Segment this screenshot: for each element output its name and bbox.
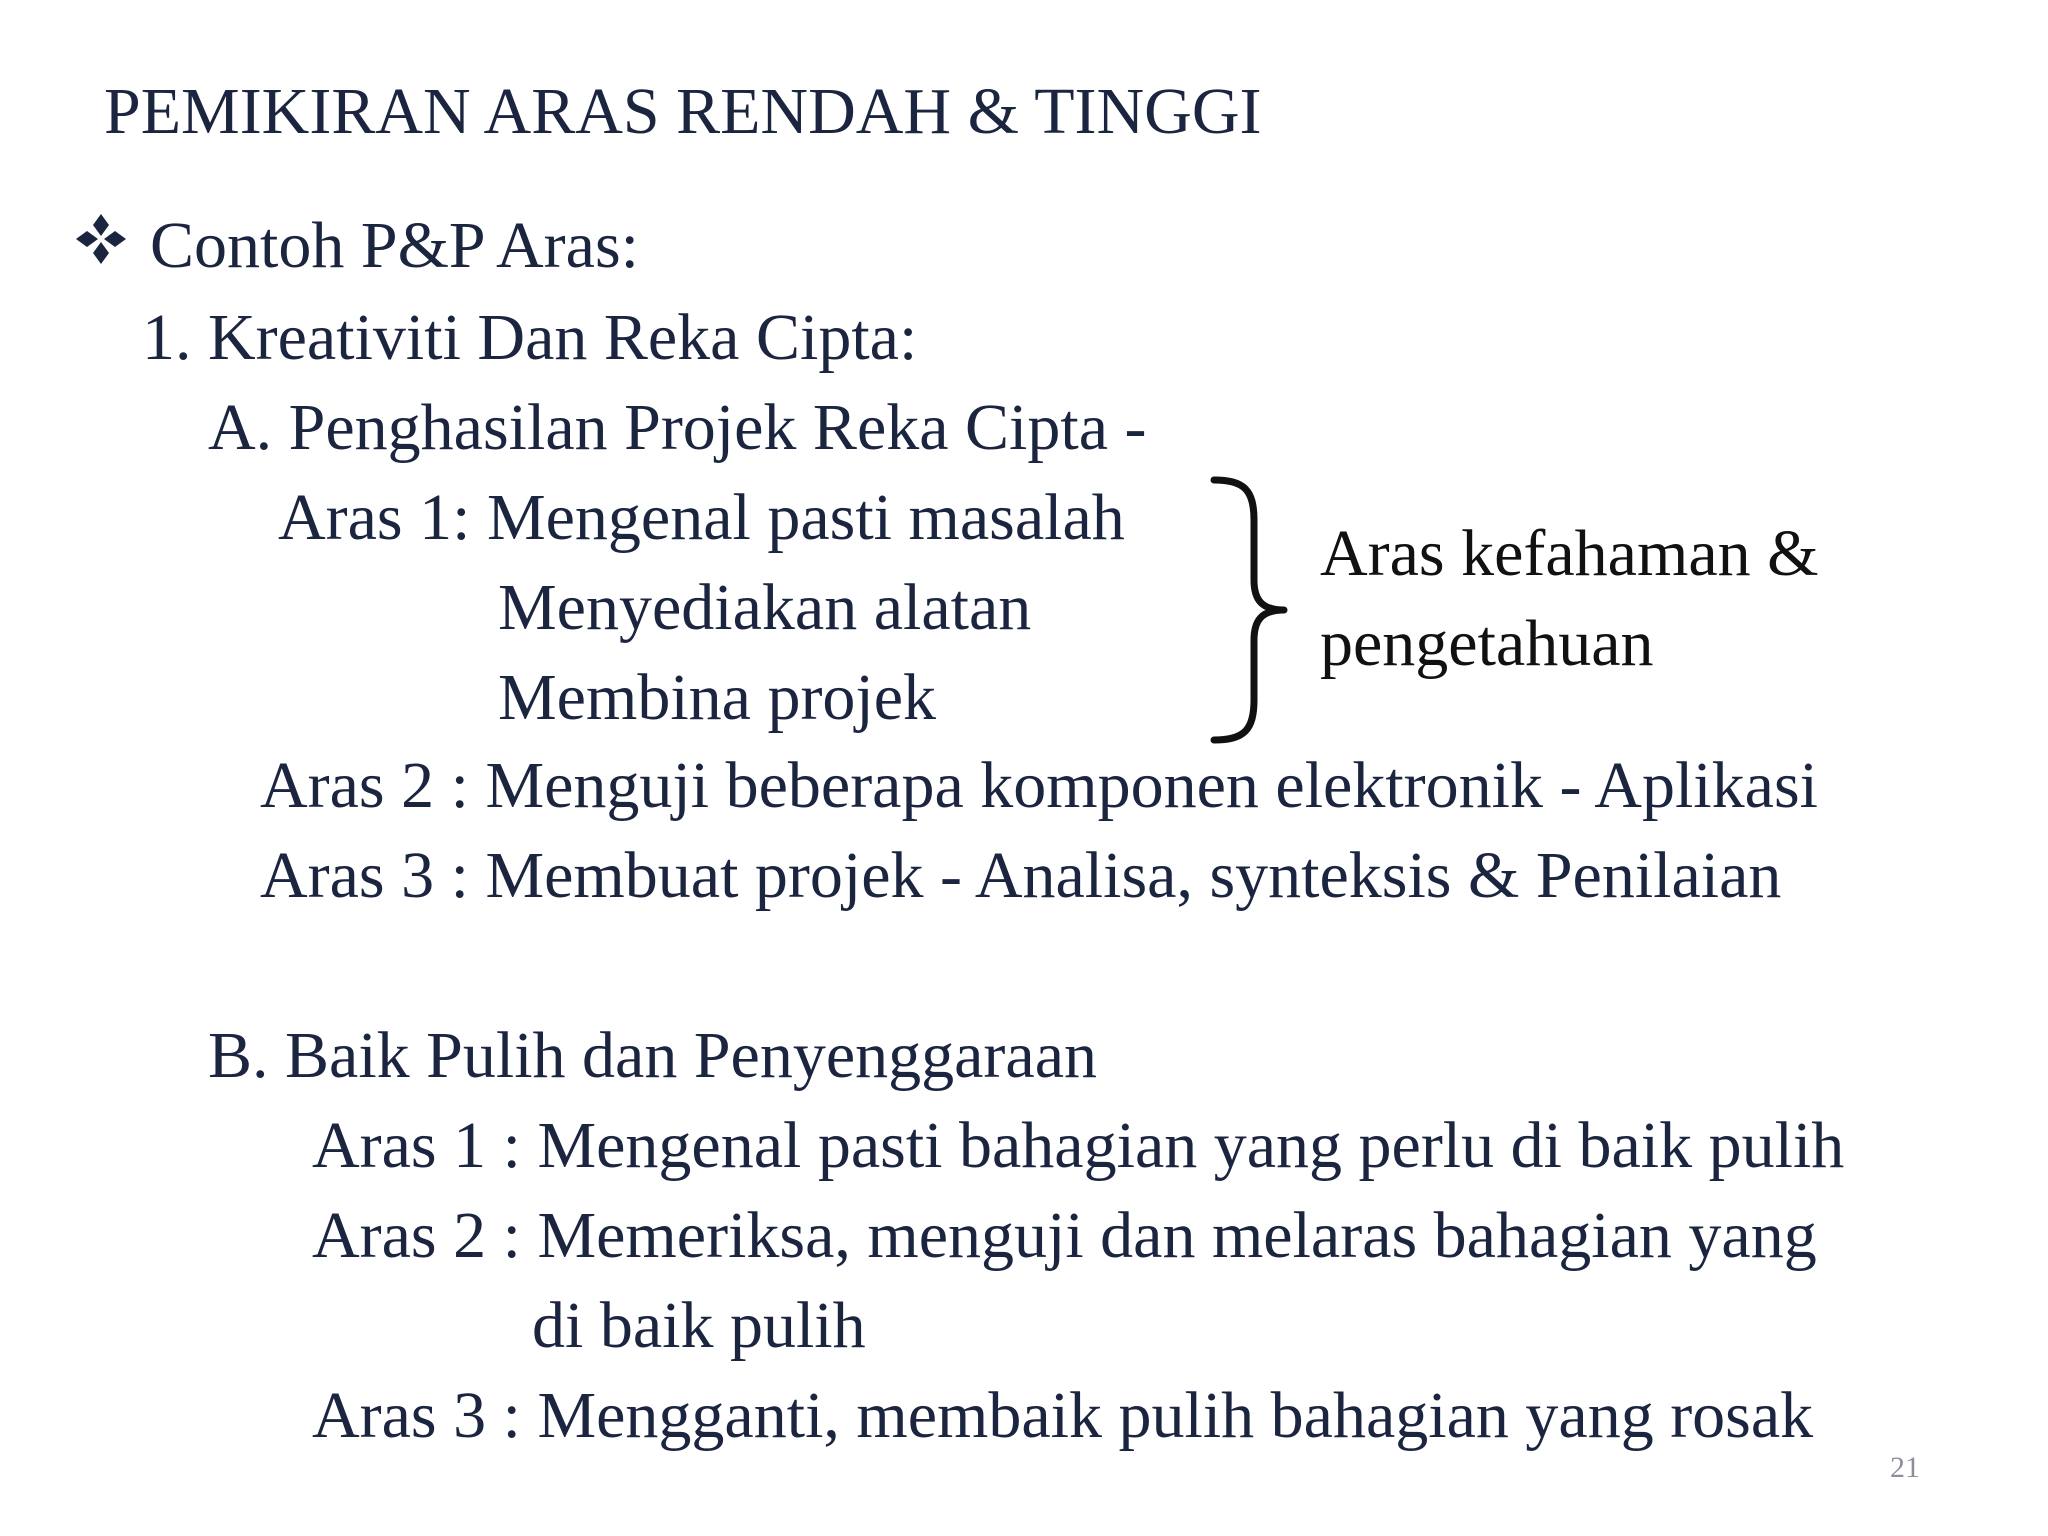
four-diamond-bullet-icon <box>74 212 128 266</box>
section-a-aras1-line1: Aras 1: Mengenal pasti masalah <box>278 481 1125 554</box>
section-b-aras2-line1: Aras 2 : Memeriksa, menguji dan melaras bahagian yang <box>312 1199 1817 1272</box>
item-1-heading: 1. Kreativiti Dan Reka Cipta: <box>142 301 918 374</box>
section-b-heading: B. Baik Pulih dan Penyenggaraan <box>208 1019 1098 1092</box>
brace-note-line1: Aras kefahaman & <box>1320 517 1819 590</box>
page-number: 21 <box>1890 1451 1920 1484</box>
bullet-text: Contoh P&P Aras: <box>150 209 639 282</box>
section-b-aras1: Aras 1 : Mengenal pasti bahagian yang perlu di baik pulih <box>312 1109 1845 1182</box>
section-a-aras3: Aras 3 : Membuat projek - Analisa, synteksis & Penilaian <box>260 839 1782 912</box>
section-a-aras1-line3: Membina projek <box>498 661 937 734</box>
section-a-heading: A. Penghasilan Projek Reka Cipta - <box>208 391 1147 464</box>
section-a-aras1-line2: Menyediakan alatan <box>498 571 1032 644</box>
slide-title: PEMIKIRAN ARAS RENDAH & TINGGI <box>104 75 1262 148</box>
section-a-aras2: Aras 2 : Menguji beberapa komponen elektronik - Aplikasi <box>260 749 1818 822</box>
curly-brace-icon <box>1210 476 1290 744</box>
brace-note-line2: pengetahuan <box>1320 607 1654 680</box>
section-b-aras2-line2: di baik pulih <box>532 1289 866 1362</box>
section-b-aras3: Aras 3 : Mengganti, membaik pulih bahagian yang rosak <box>312 1379 1814 1452</box>
